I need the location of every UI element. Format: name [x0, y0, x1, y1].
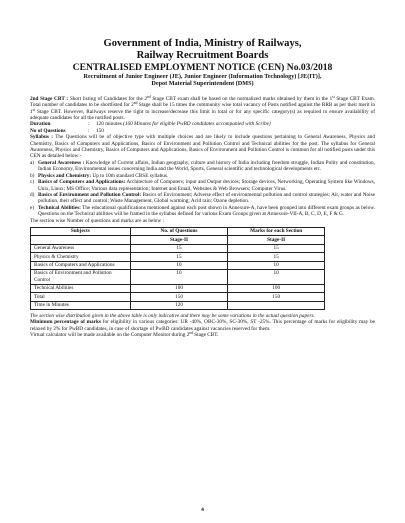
table-subheader-row	[31, 236, 325, 244]
syllabus-lead: Syllabus :	[30, 134, 53, 141]
syllabus-paragraph: Syllabus : The Questions will be of objective type with multiple choices and are likely to include questions pertaining to General Awareness, Physics and Chemistry, Basics of Computers and Applications, Basics of Environment and Pollution Control and Technical abilities for the post. The syllabus for General Awareness, Physics and Chemistry, Basics of Computers and Applications, Basics of Environment and Pollution Control is common for all notified posts under this CEN as detailed below:-	[30, 134, 376, 160]
intro-lead: 2nd Stage CBT :	[30, 95, 69, 102]
header-posts: Recruitment of Junior Engineer (JE), Junior Engineer (Information Technology) [JE(IT)],	[83, 73, 322, 80]
stage-subheader: Stage-II	[130, 236, 228, 244]
table-row: General Awareness 15 15	[31, 244, 325, 252]
virtual-calculator-note: Virtual calculator will be made available on the Computer Monitor during 2nd Stage CBT.	[30, 331, 219, 339]
duration-row: Duration : 120 minutes (160 Minutes for eligible PwBD candidates accompanied with Scribe)	[30, 121, 271, 128]
duration-value: 120 minutes (160 Minutes for eligible PwBD candidates accompanied with Scribe)	[96, 121, 271, 128]
intro-paragraph: 2nd Stage CBT : Short listing of Candidates for the 2nd Stage CBT exam shall be based on the normalized marks obtained by them in the 1st Stage CBT Exam. Total number of candidates to be shortlisted for 2nd Stage shall be 15 times the community wise total vacancy of Posts notified against the RRB as per their merit in 1st Stage CBT. However, Railways reserve the right to increase/decrease this limit in total or for any specific category(s) as required to ensure availability of adequate candidates for all the notified posts.	[30, 95, 376, 122]
header-ministry: Government of India, Ministry of Railways,	[103, 38, 302, 49]
table-header-row	[31, 227, 325, 235]
topic-item: a) General Awareness : Knowledge of Current affairs, Indian geography, culture and history of India including freedom struggle, Indian Polity and constitution, Indian Economy, Environmental issues concerning India and the World, Sports, General scientific and technological developments etc.	[30, 159, 375, 173]
table-row: Total 150 150	[31, 293, 325, 301]
topic-item: b) Physics and Chemistry: Up to 10th standard CBSE syllabus.	[30, 172, 169, 179]
marks-table	[30, 227, 325, 310]
table-row: Basics of Computers and Applications 10 10	[31, 261, 325, 269]
minimum-marks-paragraph: Minimum percentage of marks for eligibility in various categories: UR -40%, OBC-30%, SC-30%, ST -25%. This percentage of marks for eligibility may be relaxed by 2% for PwBD candidates, in case of shortage of PwBD candidates against vacancies reserved for them.	[30, 319, 375, 332]
topic-item: d) Basics of Environment and Pollution Control: Basics of Environment; Adverse effect of environmental pollution and control strategies; Air, water and Noise pollution, their effect and control; Waste Management, Global warming; Acid rain; Ozone depletion.	[30, 191, 375, 205]
questions-row: No of Questions : 150	[30, 127, 104, 134]
distribution-note: The section wise distribution given in the above table is only indicative and there may be some variations in the actual question papers.	[30, 313, 315, 319]
table-row: Basics of Environment and Pollution Control 10 10	[31, 269, 325, 284]
topic-item: c) Basics of Computers and Applications: Architecture of Computers; input and Output devices; Storage devices, Networking, Operating System like Windows, Unix, Linux; MS Office; Various data representation; Internet and Email, Websites & Web Browsers; Computer Virus.	[30, 179, 375, 192]
header-cen: CENTRALISED EMPLOYMENT NOTICE (CEN) No.03/2018	[72, 62, 333, 73]
header-dms: Depot Material Superintendent (DMS)	[151, 80, 254, 88]
table-intro: The section wise Number of questions and marks are as below :	[30, 217, 164, 224]
topic-item: e) Technical Abilities: The educational qualifications mentioned against each post shown in Annexure-A, have been grouped into different exam groups as below. Questions on the Technical abilities will be framed in the syllabus defined for various Exam Groups given at Annexure-VII-A, B, C, D, E, F & G.	[30, 204, 375, 218]
duration-label: Duration	[30, 121, 51, 128]
table-row: Physics & Chemistry 15 15	[31, 253, 325, 261]
column-header: Marks for each Section	[228, 227, 325, 235]
header-rrb: Railway Recruitment Boards	[136, 50, 269, 61]
page-number: 4	[201, 507, 204, 513]
stage-subheader: Stage-II	[228, 236, 325, 244]
column-header: Subjects	[31, 227, 131, 235]
syllabus-topics	[30, 160, 375, 218]
questions-label: No of Questions	[30, 127, 66, 134]
table-row: Time in Minutes 120	[31, 301, 325, 309]
table-row: Technical Abilities 100 100	[31, 284, 325, 292]
questions-value: 150	[96, 127, 104, 134]
column-header: No. of Questions	[130, 227, 228, 235]
